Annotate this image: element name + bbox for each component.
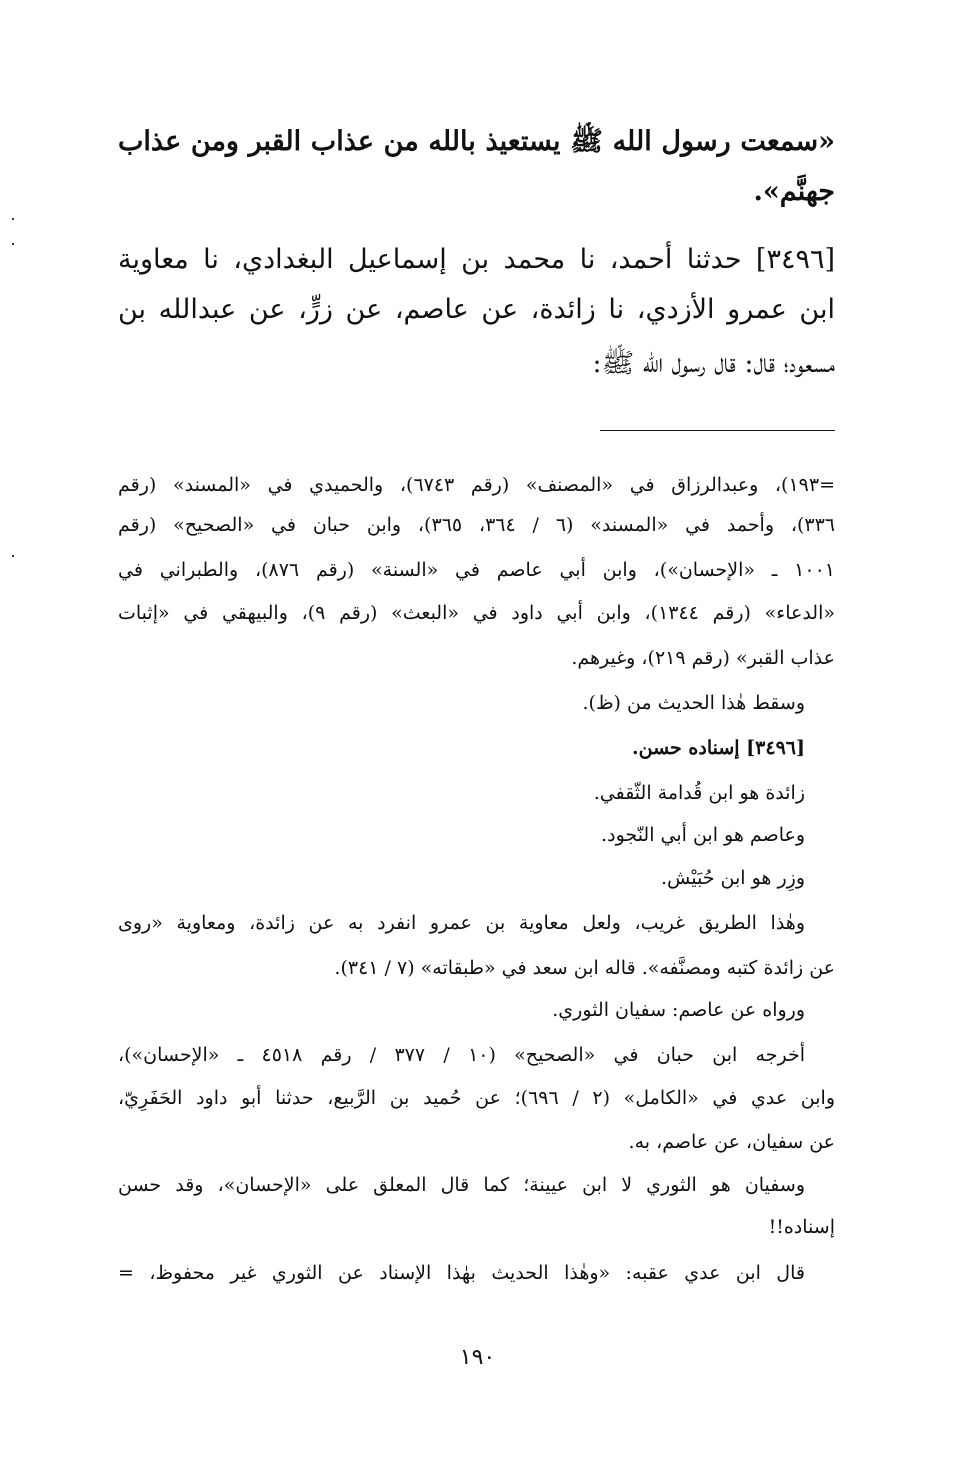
footnote-line: وزِر هو ابن حُبَيْش. (661, 867, 805, 889)
footnote-line: وسقط هٰذا الحديث من (ظ). (582, 692, 805, 714)
hadith-quote-line-2: جهنَّم». (753, 176, 835, 207)
page-number: ١٩٠ (459, 1345, 496, 1370)
footnote-line: ٣٣٦)، وأحمد في «المسند» (٦ / ٣٦٤، ٣٦٥)، وابن حبان في «الصحيح» (رقم (118, 514, 835, 536)
scan-mark (12, 218, 14, 220)
footnote-line: قال ابن عدي عقبه: «وهٰذا الحديث بهٰذا الإسناد عن الثوري غير محفوظ، = (118, 1262, 805, 1284)
footnote-line: أخرجه ابن حبان في «الصحيح» (١٠ / ٣٧٧ / رقم ٤٥١٨ ـ «الإحسان»)، (118, 1044, 805, 1066)
footnote-line: وسفيان هو الثوري لا ابن عيينة؛ كما قال المعلق على «الإحسان»، وقد حسن (118, 1174, 805, 1196)
footnote-line: [٣٤٩٦] إسناده حسن. (632, 737, 805, 759)
footnote-line: وهٰذا الطريق غريب، ولعل معاوية بن عمرو انفرد به عن زائدة، ومعاوية «روى (118, 912, 805, 934)
footnote-line: وعاصم هو ابن أبي النّجود. (601, 824, 805, 846)
footnote-line: عذاب القبر» (رقم ٢١٩)، وغيرهم. (571, 647, 835, 669)
footnote-line: عن زائدة كتبه ومصنَّفه». قاله ابن سعد في «طبقاته» (٧ / ٣٤١). (334, 957, 835, 979)
footnote-line: ١٠٠١ ـ «الإحسان»)، وابن أبي عاصم في «السنة» (رقم ٨٧٦)، والطبراني في (118, 559, 835, 581)
scan-mark (12, 243, 14, 245)
isnad-line-3: مسعود؛ قال: قال رسول الله ﷺ: (592, 348, 835, 379)
footnote-separator (600, 430, 835, 431)
scan-mark (12, 555, 14, 557)
isnad-line-1: [٣٤٩٦] حدثنا أحمد، نا محمد بن إسماعيل البغدادي، نا معاوية (118, 244, 835, 275)
footnote-line: ورواه عن عاصم: سفيان الثوري. (552, 999, 805, 1021)
footnote-line: «الدعاء» (رقم ١٣٤٤)، وابن أبي داود في «البعث» (رقم ٩)، والبيهقي في «إثبات (118, 602, 835, 624)
footnote-line: زائدة هو ابن قُدامة الثّقفي. (593, 782, 805, 804)
footnote-line: =١٩٣)، وعبدالرزاق في «المصنف» (رقم ٦٧٤٣)، والحميدي في «المسند» (رقم (118, 474, 835, 496)
footnote-line: إسناده!! (768, 1216, 835, 1238)
isnad-line-2: ابن عمرو الأزدي، نا زائدة، عن عاصم، عن زرٍّ، عن عبدالله بن (118, 294, 835, 325)
footnote-line: وابن عدي في «الكامل» (٢ / ٦٩٦)؛ عن حُميد بن الرَّبيع، حدثنا أبو داود الحَفَرِيّ، (118, 1087, 835, 1109)
footnote-line: عن سفيان، عن عاصم، به. (628, 1131, 835, 1153)
hadith-quote-line-1: «سمعت رسول الله ﷺ يستعيذ بالله من عذاب القبر ومن عذاب (118, 126, 835, 157)
